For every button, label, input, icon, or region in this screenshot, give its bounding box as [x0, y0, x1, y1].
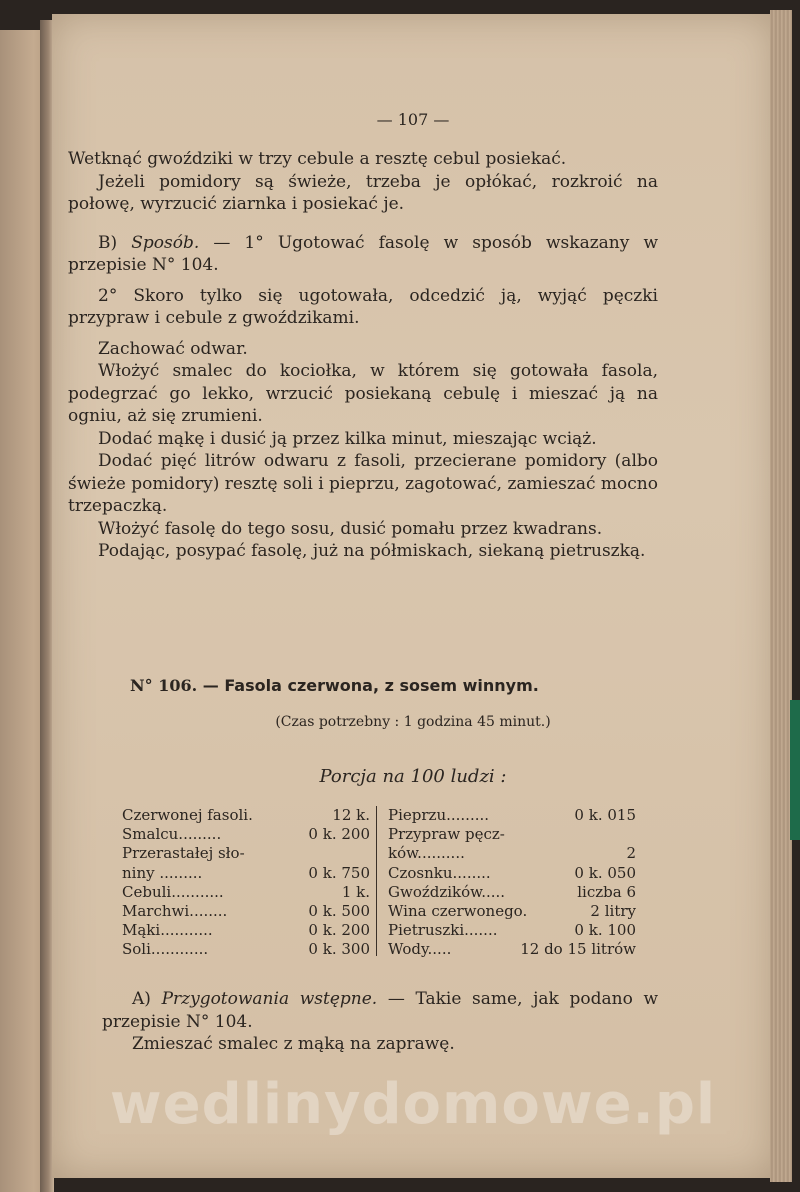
- recipe-title: — Fasola czerwona, z sosem winnym.: [197, 676, 539, 695]
- ingredient-row: Czerwonej fasoli. 12 k.: [122, 806, 370, 824]
- ingredient-row: Czosnku........ 0 k. 050: [388, 863, 636, 882]
- ingredient-row: Wina czerwonego. 2 litry: [388, 902, 636, 921]
- page-number: — 107 —: [376, 110, 450, 129]
- text-paragraph: Zachować odwar.: [98, 338, 248, 359]
- text-paragraph: Jeżeli pomidory są świeże, trzeba je opłókać, rozkroić na połowę, wyrzucić ziarnka i posiekać je.: [68, 171, 658, 214]
- recipe-heading: [130, 676, 650, 695]
- portion-title: Porcja na 100 ludzi :: [319, 766, 507, 787]
- ingredient-row: Przerastałej sło-: [122, 844, 245, 863]
- ingredient-row: Soli............ 0 k. 300: [122, 940, 370, 959]
- text-line: Wetknąć gwoździki w trzy cebule a resztę cebul posiekać.: [68, 149, 567, 169]
- preparation-line: Zmieszać smalec z mąką na zaprawę.: [132, 1034, 455, 1054]
- ingredient-row: Gwoździków..... liczba 6: [388, 882, 636, 901]
- text-paragraph: Podając, posypać fasolę, już na półmiskach, siekaną pietruszką.: [98, 541, 646, 561]
- ingredient-row: Pietruszki....... 0 k. 100: [388, 921, 636, 940]
- ingredient-row: Mąki........... 0 k. 200: [122, 921, 370, 940]
- ingredients-left-column: [122, 806, 370, 960]
- preparation-text: [102, 988, 658, 1056]
- ingredient-row: Pieprzu......... 0 k. 015: [388, 806, 636, 824]
- time-note: (Czas potrzebny : 1 godzina 45 minut.): [275, 714, 551, 730]
- ingredient-row: Przypraw pęcz-: [388, 825, 505, 844]
- ingredients-right-column: [388, 806, 636, 960]
- ingredient-row: Smalcu......... 0 k. 200: [122, 825, 370, 844]
- watermark: wedlinydomowe.pl: [109, 1072, 717, 1137]
- ingredient-row: Wody..... 12 do 15 litrów: [388, 940, 636, 959]
- ingredient-row: Cebuli........... 1 k.: [122, 882, 370, 901]
- page-edges: [770, 10, 792, 1182]
- text-paragraph: Dodać pięć litrów odwaru z fasoli, przecierane pomidory (albo świeże pomidory) resztę soli i pieprzu, zagotować, zamieszać mocno trzepaczką.: [68, 451, 658, 516]
- column-divider: [376, 806, 377, 956]
- recipe-number: N° 106.: [130, 676, 198, 695]
- preparation-step: A) Przygotowania wstępne. — Takie same, jak podano w przepisie N° 104.: [102, 989, 658, 1032]
- method-step-2: 2° Skoro tylko się ugotowała, odcedzić ją, wyjąć pęczki przypraw i cebule z gwoździkami.: [68, 285, 658, 328]
- ingredient-row: Marchwi........ 0 k. 500: [122, 902, 370, 921]
- recipe-text: [68, 148, 658, 563]
- text-paragraph: Włożyć fasolę do tego sosu, dusić pomału przez kwadrans.: [98, 518, 603, 539]
- method-step-1: B) Sposób. — 1° Ugotować fasolę w sposób wskazany w przepisie N° 104.: [68, 232, 658, 275]
- text-paragraph: Włożyć smalec do kociołka, w którem się gotowała fasola, podegrzać go lekko, wrzucić posiekaną cebulę i mieszać ją na ogniu, aż się zrumieni.: [68, 361, 658, 426]
- text-paragraph: Dodać mąkę i dusić ją przez kilka minut, mieszając wciąż.: [98, 428, 597, 449]
- ingredient-row: niny ......... 0 k. 750: [122, 863, 370, 882]
- ingredient-row: ków.......... 2: [388, 844, 636, 863]
- bookmark-ribbon: [790, 700, 800, 840]
